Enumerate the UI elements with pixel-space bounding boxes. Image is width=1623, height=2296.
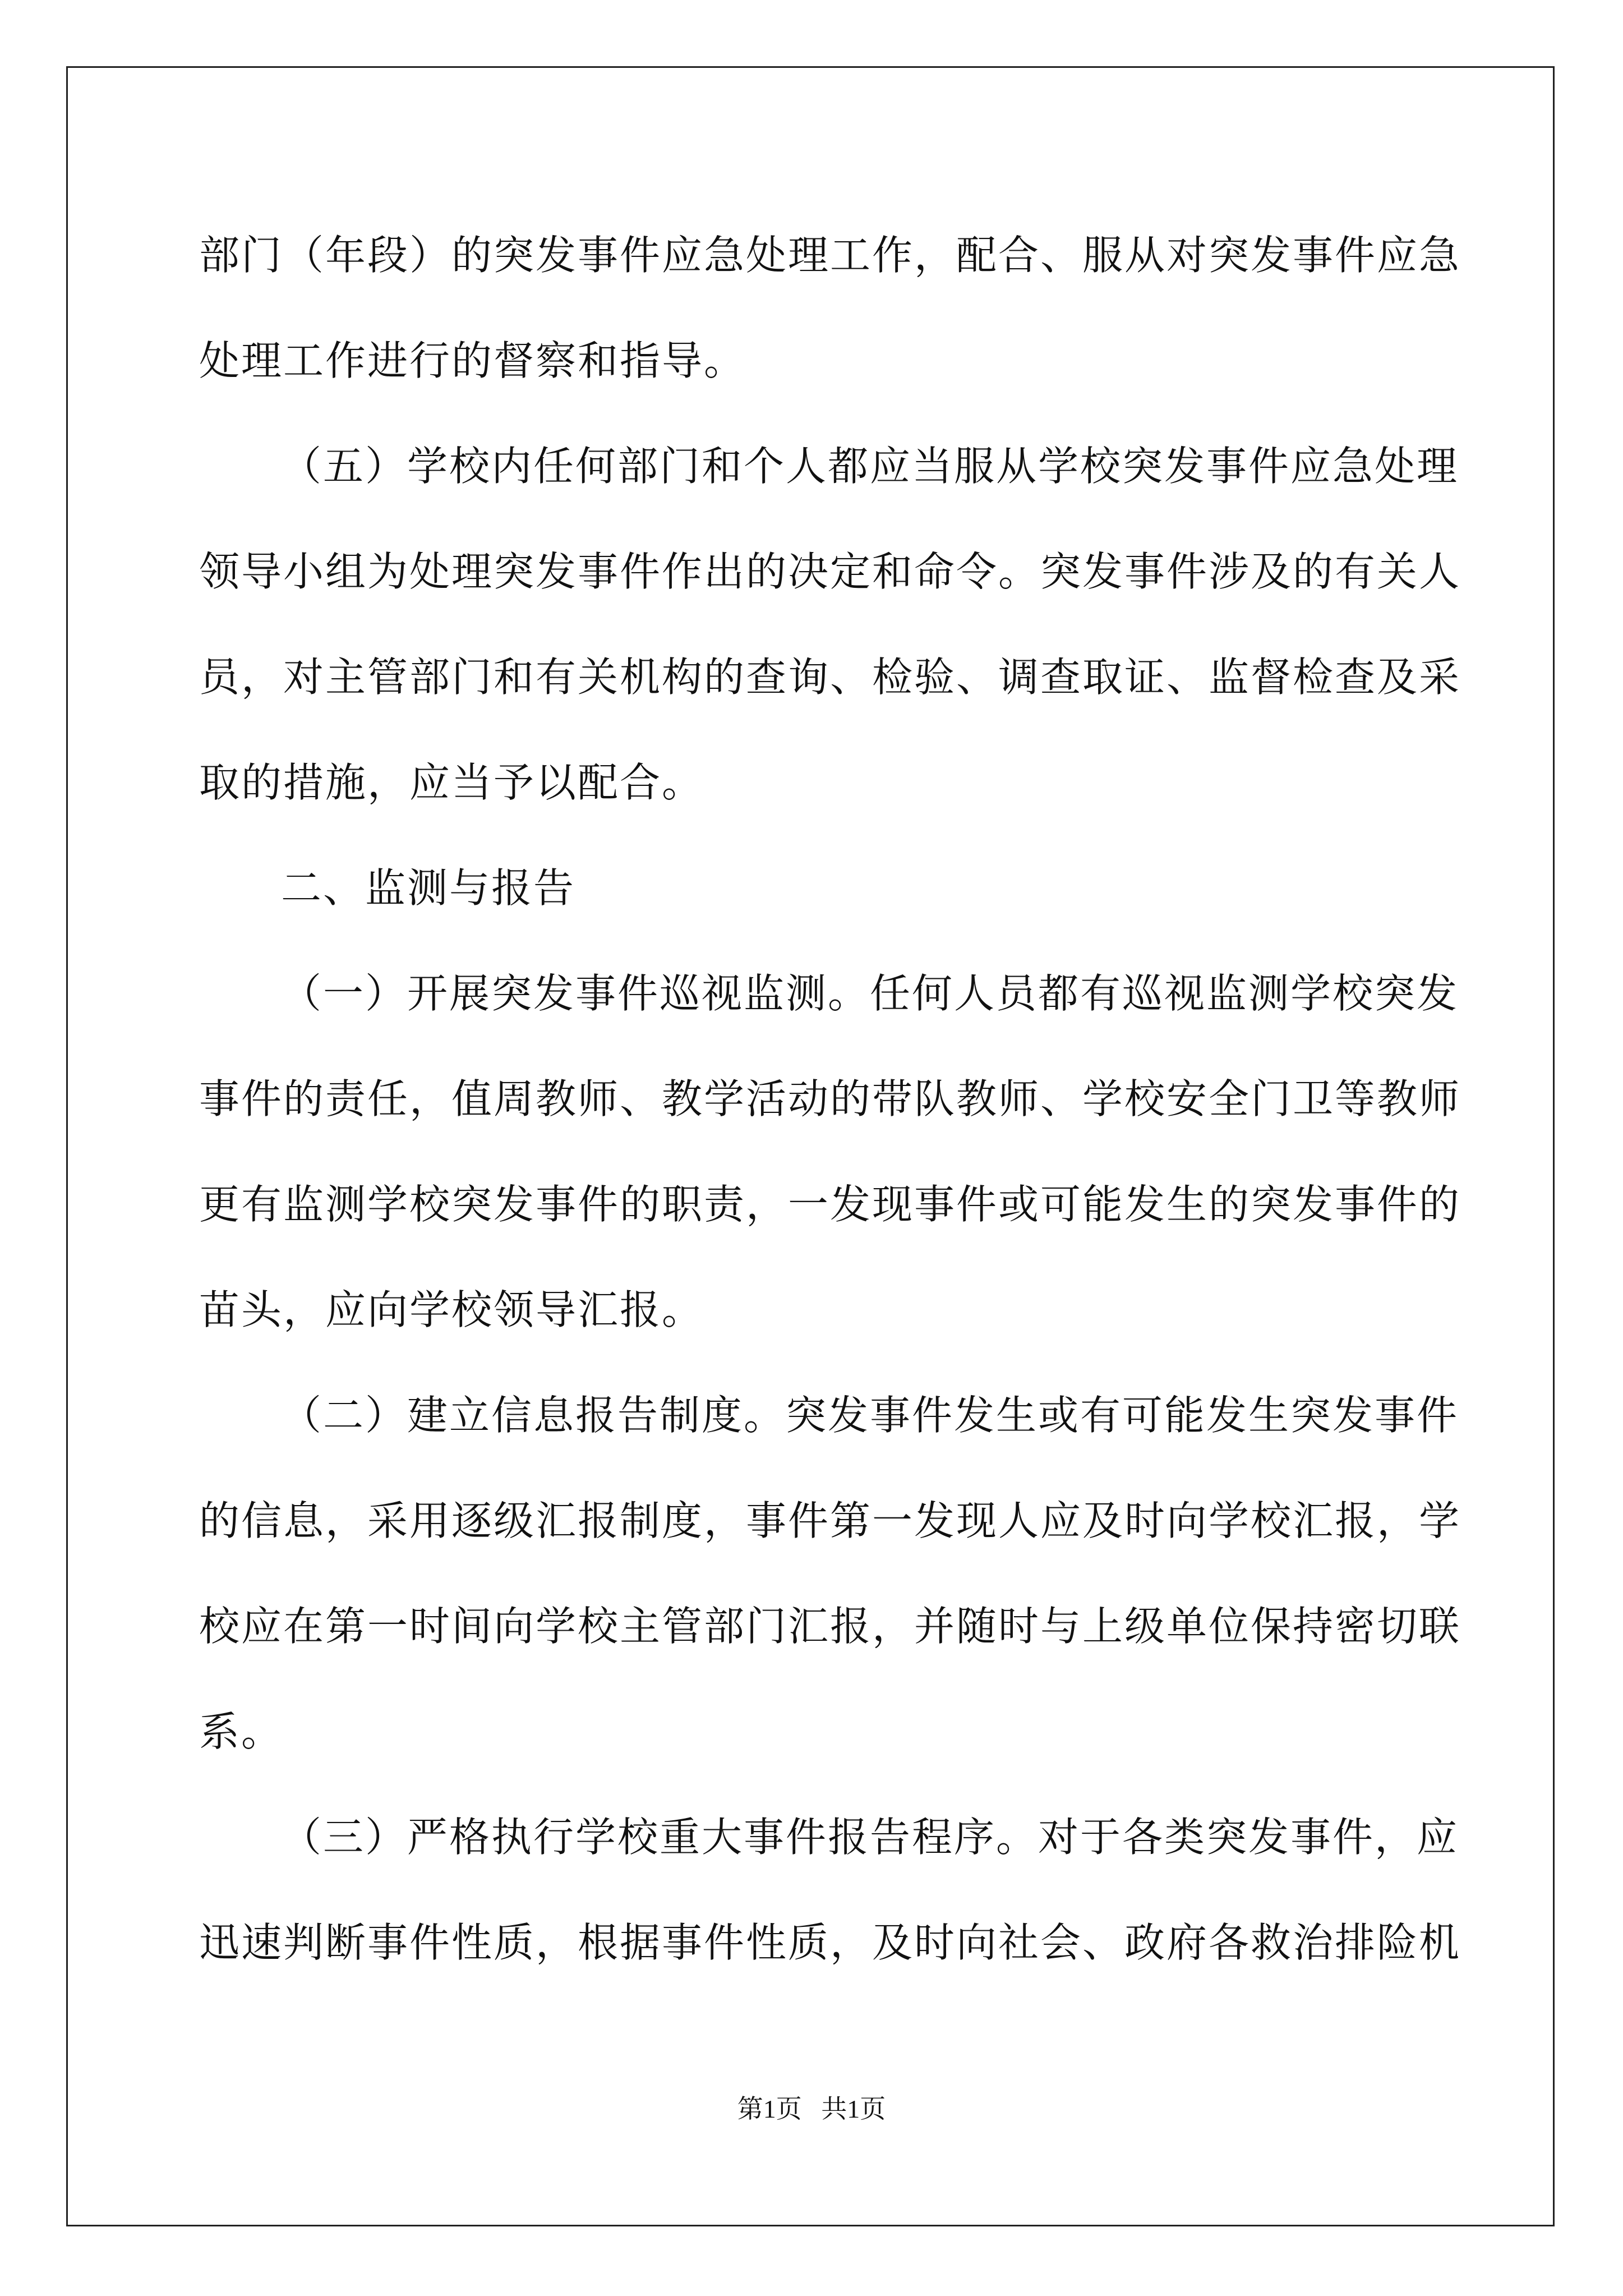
text-line: 事件的责任，值周教师、教学活动的带队教师、学校安全门卫等教师 bbox=[199, 1075, 1461, 1122]
text-line: 部门（年段）的突发事件应急处理工作，配合、服从对突发事件应急 bbox=[199, 232, 1461, 279]
text-line: 处理工作进行的督察和指导。 bbox=[199, 337, 746, 384]
text-line: 校应在第一时间向学校主管部门汇报，并随时与上级单位保持密切联 bbox=[199, 1603, 1461, 1650]
page-number-footer: 第1页 共1页 bbox=[737, 2095, 886, 2123]
text-line: 员，对主管部门和有关机构的查询、检验、调查取证、监督检查及采 bbox=[199, 654, 1461, 701]
paragraph-start-line: （五）学校内任何部门和个人都应当服从学校突发事件应急处理 bbox=[281, 443, 1459, 490]
section-heading: 二、监测与报告 bbox=[281, 864, 576, 912]
text-line: 领导小组为处理突发事件作出的决定和命令。突发事件涉及的有关人 bbox=[199, 548, 1461, 595]
text-line: 系。 bbox=[199, 1708, 284, 1755]
text-line: 的信息，采用逐级汇报制度，事件第一发现人应及时向学校汇报，学 bbox=[199, 1497, 1461, 1544]
text-line: 苗头，应向学校领导汇报。 bbox=[199, 1286, 704, 1333]
paragraph-start-line: （二）建立信息报告制度。突发事件发生或有可能发生突发事件 bbox=[281, 1392, 1459, 1439]
paragraph-start-line: （一）开展突发事件巡视监测。任何人员都有巡视监测学校突发 bbox=[281, 970, 1459, 1017]
text-line: 取的措施，应当予以配合。 bbox=[199, 759, 704, 806]
text-line: 迅速判断事件性质，根据事件性质，及时向社会、政府各救治排险机 bbox=[199, 1919, 1461, 1966]
document-body bbox=[199, 213, 1461, 2006]
text-line: 更有监测学校突发事件的职责，一发现事件或可能发生的突发事件的 bbox=[199, 1181, 1461, 1228]
paragraph-start-line: （三）严格执行学校重大事件报告程序。对于各类突发事件，应 bbox=[281, 1814, 1459, 1861]
